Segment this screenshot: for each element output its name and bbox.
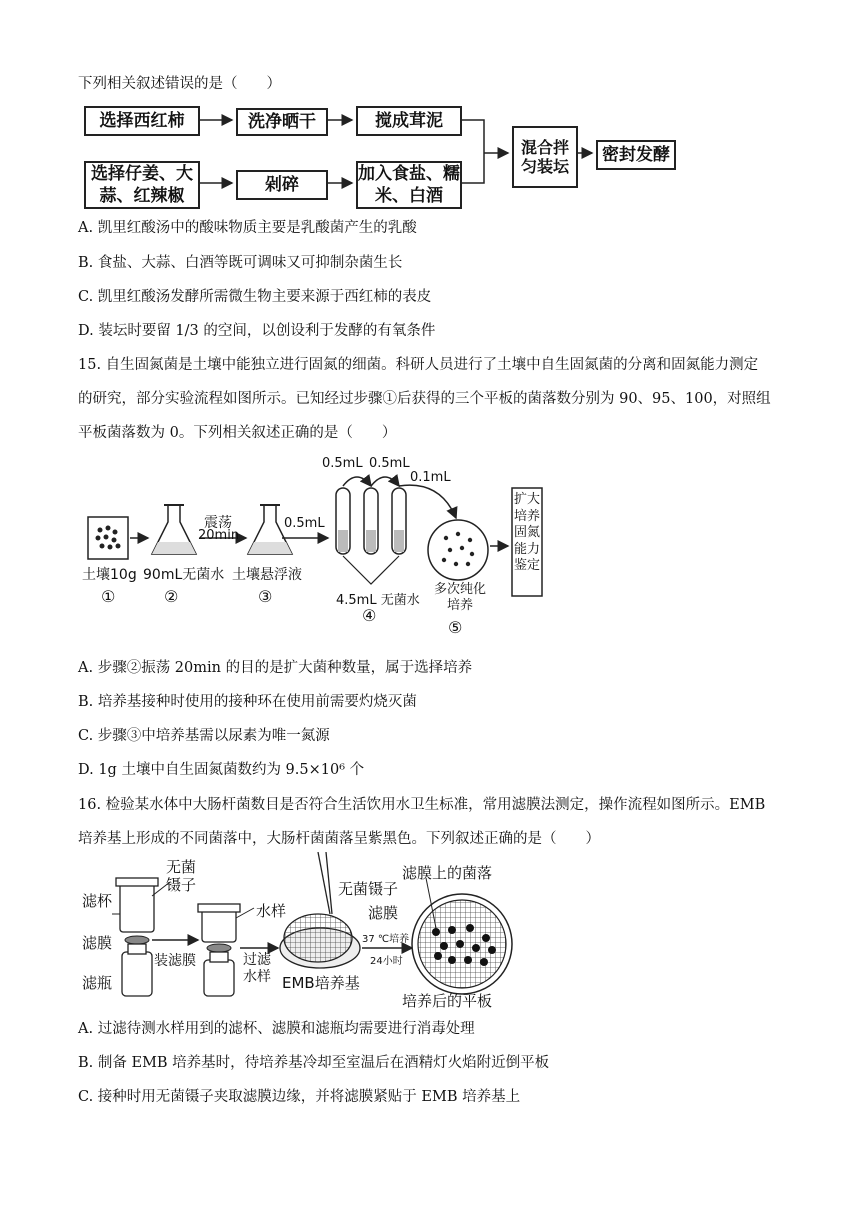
volume-label-2: 0.5mL	[322, 456, 363, 471]
cup-label: 滤杯	[82, 892, 113, 910]
bottle-label: 滤瓶	[82, 974, 113, 992]
q16-option-c: C. 接种时用无菌镊子夹取滤膜边缘，并将滤膜紧贴于 EMB 培养基上	[78, 1089, 521, 1105]
volume-label-3: 0.5mL	[369, 456, 410, 471]
volume-label-1: 0.5mL	[284, 516, 325, 531]
q14-option-d: D. 装坛时要留 1/3 的空间，以创设利于发酵的有氧条件	[78, 323, 436, 339]
flow-box-mix-jar: 混合拌匀装坛	[512, 126, 578, 188]
suspension-label: 土壤悬浮液	[232, 567, 302, 583]
membrane-label: 滤膜	[82, 934, 113, 952]
filter-label: 过滤水样	[243, 952, 271, 985]
colonies-label: 滤膜上的菌落	[402, 864, 493, 882]
q15-stem-line1: 15. 自生固氮菌是土壤中能独立进行固氮的细菌。科研人员进行了土壤中自生固氮菌的分离和固氮能力测定	[78, 357, 759, 373]
q15-option-a: A. 步骤②振荡 20min 的目的是扩大菌种数量，属于选择培养	[78, 660, 473, 676]
flow-box-select-spices: 选择仔姜、大蒜、红辣椒	[84, 161, 200, 209]
flow-box-mash: 搅成茸泥	[356, 106, 462, 136]
step5-label: ⑤	[448, 618, 463, 637]
step2-label: ②	[164, 587, 179, 606]
shake-label: 震荡	[204, 515, 232, 531]
tubes-label: 4.5mL 无菌水	[336, 593, 420, 608]
q15-option-b: B. 培养基接种时使用的接种环在使用前需要灼烧灭菌	[78, 694, 417, 710]
time-label: 20min	[198, 528, 240, 543]
plate-label: 培养后的平板	[402, 992, 493, 1010]
flow-box-select-tomato: 选择西红柿	[84, 106, 200, 136]
q16-stem-line1: 16. 检验某水体中大肠杆菌数目是否符合生活饮用水卫生标准，常用滤膜法测定，操作流程如图所示。EMB	[78, 797, 766, 813]
expand-culture-box: 扩大培养固氮能力鉴定	[513, 492, 540, 573]
water-sample-label: 水样	[256, 902, 287, 920]
tweezers-label-2: 无菌镊子	[338, 880, 399, 898]
q16-diagram	[0, 852, 860, 1012]
q14-option-c: C. 凯里红酸汤发酵所需微生物主要来源于西红柿的表皮	[78, 289, 432, 305]
flask1-label: 90mL无菌水	[143, 567, 225, 583]
q14-flowchart	[0, 0, 860, 220]
q14-stem: 下列相关叙述错误的是（ ）	[78, 76, 281, 92]
culture-temp-label: 37 ℃培养	[362, 934, 410, 945]
q14-option-b: B. 食盐、大蒜、白酒等既可调味又可抑制杂菌生长	[78, 255, 403, 271]
flow-box-chop: 剁碎	[236, 170, 328, 200]
load-membrane-label: 装滤膜	[154, 953, 196, 969]
purify-label: 多次纯化培养	[433, 582, 486, 613]
q16-stem-line2: 培养基上形成的不同菌落中，大肠杆菌菌落呈紫黑色。下列叙述正确的是（ ）	[78, 831, 600, 847]
q14-option-a: A. 凯里红酸汤中的酸味物质主要是乳酸菌产生的乳酸	[78, 220, 417, 236]
q15-option-d: D. 1g 土壤中自生固氮菌数约为 9.5×10⁶ 个	[78, 762, 365, 778]
soil-label: 土壤10g	[82, 567, 137, 583]
step3-label: ③	[258, 587, 273, 606]
emb-medium-label: EMB培养基	[282, 974, 360, 992]
q15-stem-line3: 平板菌落数为 0。下列相关叙述正确的是（ ）	[78, 425, 397, 441]
q15-diagram	[0, 450, 860, 650]
volume-label-4: 0.1mL	[410, 470, 451, 485]
tweezers-label-1: 无菌镊子	[165, 858, 196, 894]
q15-stem-line2: 的研究，部分实验流程如图所示。已知经过步骤①后获得的三个平板的菌落数分别为 90、95、100，对照组	[78, 391, 771, 407]
culture-time-label: 24小时	[370, 956, 403, 967]
q16-option-b: B. 制备 EMB 培养基时，待培养基冷却至室温后在酒精灯火焰附近倒平板	[78, 1055, 550, 1071]
flow-box-seal-ferment: 密封发酵	[596, 140, 676, 170]
flow-box-wash-dry: 洗净晒干	[236, 108, 328, 136]
step1-label: ①	[101, 587, 116, 606]
step4-label: ④	[362, 606, 377, 625]
q16-option-a: A. 过滤待测水样用到的滤杯、滤膜和滤瓶均需要进行消毒处理	[78, 1021, 475, 1037]
flow-box-add-ingredients: 加入食盐、糯米、白酒	[356, 161, 462, 209]
membrane-label-2: 滤膜	[368, 904, 399, 922]
q15-option-c: C. 步骤③中培养基需以尿素为唯一氮源	[78, 728, 330, 744]
